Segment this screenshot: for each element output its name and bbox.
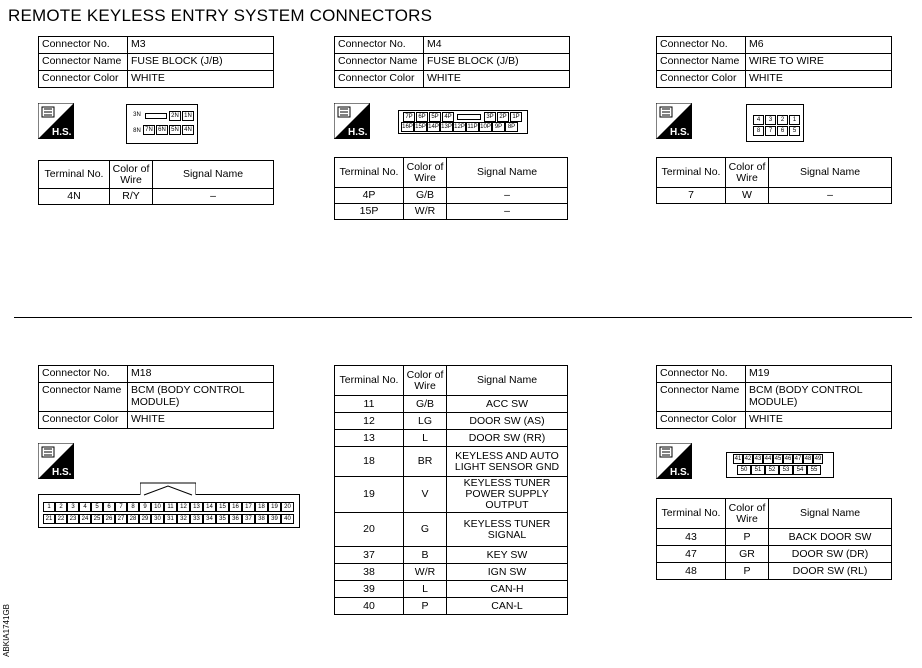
header-color-of-wire: Color of Wire [110, 161, 153, 189]
signal-name: – [153, 189, 274, 205]
pin: 7 [115, 502, 127, 512]
wire-color: R/Y [110, 189, 153, 205]
terminal-no: 19 [335, 477, 404, 513]
connector-key [145, 113, 167, 119]
wire-color: P [726, 563, 769, 580]
pin: 10 [151, 502, 164, 512]
pin: 14P [428, 124, 439, 130]
terminal-no: 38 [335, 564, 404, 581]
pin: 31 [164, 514, 177, 524]
wire-color: L [404, 581, 447, 598]
pin: 44 [764, 456, 772, 462]
pin: 2N [169, 111, 181, 121]
table-row [335, 447, 568, 477]
header-terminal-no: Terminal No. [335, 366, 404, 396]
pin: 25 [91, 514, 103, 524]
pin: 12P [454, 124, 465, 130]
pin: 10P [480, 124, 491, 130]
pin: 7P [403, 112, 415, 122]
table-row [657, 563, 892, 580]
table-row [335, 396, 568, 413]
wire-color: L [404, 430, 447, 447]
terminal-no: 4P [335, 188, 404, 204]
pin: 47 [794, 456, 802, 462]
signal-name: CAN-H [447, 581, 568, 598]
pin: 7N [143, 125, 155, 135]
signal-name: – [769, 188, 892, 204]
value-connector-name: FUSE BLOCK (J/B) [128, 54, 274, 71]
pin: 2P [497, 112, 509, 122]
value-connector-no: M18 [128, 366, 274, 383]
header-color-of-wire: Color of Wire [726, 499, 769, 529]
terminal-no: 12 [335, 413, 404, 430]
pin: 1P [510, 112, 522, 122]
signal-name: KEYLESS TUNER SIGNAL [447, 513, 568, 547]
pin: 5N [169, 125, 181, 135]
pin: 50 [737, 465, 751, 475]
terminal-no: 13 [335, 430, 404, 447]
terminal-table-m6 [656, 157, 892, 204]
value-connector-no: M19 [746, 366, 892, 383]
connector-info-m18 [38, 365, 274, 429]
pin: 13P [441, 124, 452, 130]
header-terminal-no: Terminal No. [657, 499, 726, 529]
pin: 9 [139, 502, 151, 512]
label-connector-name: Connector Name [335, 54, 424, 71]
table-row [335, 513, 568, 547]
signal-name: CAN-L [447, 598, 568, 615]
connector-face-m6 [746, 104, 804, 142]
terminal-no: 37 [335, 547, 404, 564]
table-row [657, 546, 892, 563]
connector-face-m3 [126, 104, 198, 144]
table-row [657, 529, 892, 546]
pin: 3N [133, 112, 141, 118]
pin: 39 [268, 514, 281, 524]
terminal-no: 20 [335, 513, 404, 547]
pin: 35 [216, 514, 229, 524]
pin: 13 [190, 502, 203, 512]
header-signal-name: Signal Name [447, 366, 568, 396]
label-connector-color: Connector Color [39, 412, 128, 429]
pin: 46 [784, 456, 792, 462]
signal-name: DOOR SW (RL) [769, 563, 892, 580]
wire-color: W [726, 188, 769, 204]
pin: 15 [216, 502, 229, 512]
pin: 11 [164, 502, 177, 512]
harness-side-icon [656, 103, 692, 139]
pin: 41 [734, 456, 742, 462]
label-connector-no: Connector No. [39, 37, 128, 54]
wire-color: LG [404, 413, 447, 430]
label-connector-color: Connector Color [657, 71, 746, 88]
svg-text:H.S.: H.S. [52, 467, 72, 478]
signal-name: – [447, 188, 568, 204]
terminal-no: 4N [39, 189, 110, 205]
value-connector-name: BCM (BODY CONTROL MODULE) [746, 383, 892, 412]
connector-info-m6 [656, 36, 892, 88]
header-signal-name: Signal Name [153, 161, 274, 189]
pin: 19 [268, 502, 281, 512]
wire-color: V [404, 477, 447, 513]
label-connector-no: Connector No. [657, 366, 746, 383]
label-connector-color: Connector Color [657, 412, 746, 429]
pin: 49 [814, 456, 822, 462]
wire-color: W/R [404, 564, 447, 581]
pin: 37 [242, 514, 255, 524]
label-connector-no: Connector No. [39, 366, 128, 383]
pin: 34 [203, 514, 216, 524]
pin: 8N [133, 128, 141, 134]
pin: 55 [807, 465, 821, 475]
terminal-no: 40 [335, 598, 404, 615]
connector-latch [140, 482, 196, 496]
pin: 8 [753, 126, 764, 136]
connector-key [457, 114, 481, 120]
pin: 14 [203, 502, 216, 512]
pin: 17 [242, 502, 255, 512]
pin: 22 [55, 514, 67, 524]
terminal-no: 15P [335, 204, 404, 220]
header-color-of-wire: Color of Wire [404, 158, 447, 188]
header-color-of-wire: Color of Wire [726, 158, 769, 188]
wire-color: G/B [404, 188, 447, 204]
label-connector-name: Connector Name [39, 383, 128, 412]
svg-text:H.S.: H.S. [348, 127, 368, 138]
pin: 5 [789, 126, 800, 136]
wire-color: P [726, 529, 769, 546]
pin: 2 [55, 502, 67, 512]
pin: 38 [255, 514, 268, 524]
header-signal-name: Signal Name [769, 158, 892, 188]
pin: 9P [492, 122, 505, 132]
pin: 21 [43, 514, 55, 524]
connector-face-m4 [398, 110, 528, 134]
value-connector-no: M3 [128, 37, 274, 54]
header-signal-name: Signal Name [769, 499, 892, 529]
signal-name: DOOR SW (AS) [447, 413, 568, 430]
value-connector-name: BCM (BODY CONTROL MODULE) [128, 383, 274, 412]
pin: 6N [156, 125, 168, 135]
table-row [335, 581, 568, 598]
header-color-of-wire: Color of Wire [404, 366, 447, 396]
pin: 27 [115, 514, 127, 524]
wire-color: B [404, 547, 447, 564]
wire-color: GR [726, 546, 769, 563]
table-row [335, 430, 568, 447]
terminal-table-m19 [656, 498, 892, 580]
harness-side-icon [334, 103, 370, 139]
pin: 16 [229, 502, 242, 512]
page-title: REMOTE KEYLESS ENTRY SYSTEM CONNECTORS [8, 6, 433, 25]
pin: 1 [43, 502, 55, 512]
signal-name: ACC SW [447, 396, 568, 413]
table-row [335, 547, 568, 564]
value-connector-color: WHITE [746, 71, 892, 88]
label-connector-name: Connector Name [39, 54, 128, 71]
pin: 51 [751, 465, 765, 475]
value-connector-no: M4 [424, 37, 570, 54]
svg-text:H.S.: H.S. [670, 127, 690, 138]
connector-info-m4 [334, 36, 570, 88]
pin: 40 [281, 514, 294, 524]
terminal-no: 11 [335, 396, 404, 413]
signal-name: KEY SW [447, 547, 568, 564]
wire-color: P [404, 598, 447, 615]
pin: 5P [429, 112, 441, 122]
pin: 3 [765, 115, 776, 125]
pin: 6 [777, 126, 788, 136]
connector-info-m19 [656, 365, 892, 429]
pin: 4 [753, 115, 764, 125]
signal-name: IGN SW [447, 564, 568, 581]
pin: 6 [103, 502, 115, 512]
connector-face-m19 [726, 452, 834, 478]
pin: 3P [484, 112, 496, 122]
value-connector-color: WHITE [746, 412, 892, 429]
terminal-table-m3 [38, 160, 274, 205]
table-row [335, 204, 568, 220]
pin: 24 [79, 514, 91, 524]
pin: 12 [177, 502, 190, 512]
pin: 16P [402, 124, 413, 130]
signal-name: DOOR SW (RR) [447, 430, 568, 447]
terminal-no: 7 [657, 188, 726, 204]
table-row [39, 189, 274, 205]
pin: 4P [442, 112, 454, 122]
pin: 6P [416, 112, 428, 122]
header-terminal-no: Terminal No. [657, 158, 726, 188]
pin: 28 [127, 514, 139, 524]
terminal-no: 43 [657, 529, 726, 546]
svg-text:H.S.: H.S. [670, 467, 690, 478]
pin: 54 [793, 465, 807, 475]
table-row [335, 477, 568, 513]
pin: 29 [139, 514, 151, 524]
terminal-no: 48 [657, 563, 726, 580]
terminal-no: 18 [335, 447, 404, 477]
harness-side-icon [656, 443, 692, 479]
table-row [335, 598, 568, 615]
pin: 3 [67, 502, 79, 512]
pin: 45 [774, 456, 782, 462]
pin: 23 [67, 514, 79, 524]
header-terminal-no: Terminal No. [39, 161, 110, 189]
pin: 18 [255, 502, 268, 512]
label-connector-name: Connector Name [657, 54, 746, 71]
signal-name: KEYLESS TUNER POWER SUPPLY OUTPUT [447, 477, 568, 513]
pin: 15P [415, 124, 426, 130]
pin: 53 [779, 465, 793, 475]
pin: 33 [190, 514, 203, 524]
svg-text:H.S.: H.S. [52, 127, 72, 138]
connector-info-m3 [38, 36, 274, 88]
label-connector-no: Connector No. [657, 37, 746, 54]
terminal-table-m4 [334, 157, 568, 220]
pin: 7 [765, 126, 776, 136]
pin: 26 [103, 514, 115, 524]
value-connector-name: WIRE TO WIRE [746, 54, 892, 71]
label-connector-color: Connector Color [39, 71, 128, 88]
harness-side-icon [38, 443, 74, 479]
harness-side-icon [38, 103, 74, 139]
signal-name: KEYLESS AND AUTO LIGHT SENSOR GND [447, 447, 568, 477]
pin: 5 [91, 502, 103, 512]
pin: 4N [182, 125, 194, 135]
value-connector-name: FUSE BLOCK (J/B) [424, 54, 570, 71]
label-connector-no: Connector No. [335, 37, 424, 54]
terminal-no: 47 [657, 546, 726, 563]
terminal-table-m18 [334, 365, 568, 615]
pin: 4 [79, 502, 91, 512]
pin: 8 [127, 502, 139, 512]
pin: 1 [789, 115, 800, 125]
table-row [657, 188, 892, 204]
pin: 2 [777, 115, 788, 125]
pin: 20 [281, 502, 294, 512]
value-connector-color: WHITE [128, 71, 274, 88]
header-terminal-no: Terminal No. [335, 158, 404, 188]
terminal-no: 39 [335, 581, 404, 598]
signal-name: – [447, 204, 568, 220]
pin: 36 [229, 514, 242, 524]
value-connector-no: M6 [746, 37, 892, 54]
signal-name: BACK DOOR SW [769, 529, 892, 546]
pin: 11P [467, 124, 478, 130]
pin: 8P [505, 122, 518, 132]
pin: 43 [754, 456, 762, 462]
wire-color: G/B [404, 396, 447, 413]
header-signal-name: Signal Name [447, 158, 568, 188]
pin: 30 [151, 514, 164, 524]
wire-color: BR [404, 447, 447, 477]
pin: 42 [744, 456, 752, 462]
table-row [335, 188, 568, 204]
wire-color: G [404, 513, 447, 547]
wire-color: W/R [404, 204, 447, 220]
pin: 48 [804, 456, 812, 462]
pin: 52 [765, 465, 779, 475]
table-row [335, 413, 568, 430]
signal-name: DOOR SW (DR) [769, 546, 892, 563]
value-connector-color: WHITE [424, 71, 570, 88]
pin: 1N [182, 111, 194, 121]
table-row [335, 564, 568, 581]
section-divider [14, 317, 912, 318]
pin: 32 [177, 514, 190, 524]
label-connector-color: Connector Color [335, 71, 424, 88]
label-connector-name: Connector Name [657, 383, 746, 412]
value-connector-color: WHITE [128, 412, 274, 429]
figure-code: ABKIA1741GB [2, 604, 11, 657]
